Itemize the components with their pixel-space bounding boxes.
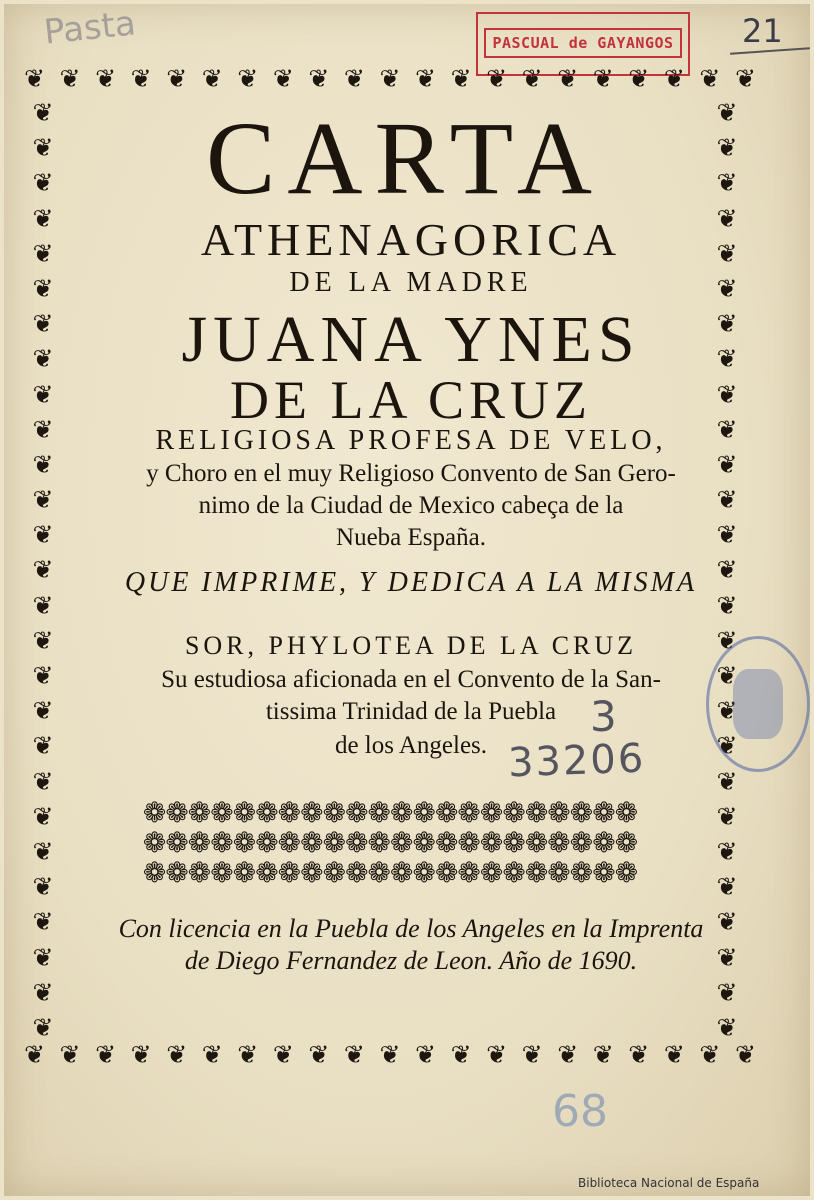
fleuron-icon: ❦: [699, 66, 721, 93]
fleuron-icon: ❦: [32, 625, 54, 655]
dedication-line-3: Su estudiosa aficionada en el Convento de la San-: [161, 666, 661, 693]
handwritten-number-3: 3: [590, 692, 617, 741]
fleuron-icon: ❦: [486, 66, 508, 93]
ornament-icon: ❁: [255, 798, 278, 828]
body-line-3: Nueba España.: [336, 524, 486, 551]
fleuron-icon: ❦: [32, 273, 54, 303]
fleuron-icon: ❦: [716, 872, 738, 902]
imprint-line-1: Con licencia en la Puebla de los Angeles en la Imprenta: [118, 914, 704, 943]
ornament-icon: ❁: [232, 828, 256, 858]
fleuron-icon: ❦: [32, 731, 54, 761]
fleuron-icon: ❦: [32, 696, 54, 726]
ornament-icon: ❁: [592, 858, 615, 888]
ornament-icon: ❁: [142, 798, 166, 828]
fleuron-icon: ❦: [663, 66, 685, 93]
fleuron-icon: ❦: [59, 1042, 81, 1069]
ornament-icon: ❁: [479, 828, 503, 858]
ornament-icon: ❁: [547, 828, 570, 858]
ornament-icon: ❁: [479, 858, 503, 888]
ornament-icon: ❁: [457, 828, 480, 858]
fleuron-icon: ❦: [716, 344, 738, 374]
ornament-icon: ❁: [502, 828, 525, 858]
fleuron-icon: ❦: [716, 766, 738, 796]
ornament-icon: ❁: [524, 828, 548, 858]
ornament-icon: ❁: [232, 858, 256, 888]
fleuron-icon: ❦: [716, 273, 738, 303]
ornament-band-1: [68, 798, 712, 828]
ornament-icon: ❁: [277, 858, 301, 888]
fleuron-icon: ❦: [716, 100, 738, 127]
ornament-icon: ❁: [412, 828, 435, 858]
ornament-icon: ❁: [277, 798, 301, 828]
ornament-icon: ❁: [187, 858, 211, 888]
ornament-icon: ❁: [300, 798, 323, 828]
fleuron-icon: ❦: [716, 942, 738, 972]
ornament-icon: ❁: [367, 828, 390, 858]
ornament-icon: ❁: [569, 858, 593, 888]
ornament-icon: ❁: [345, 858, 368, 888]
ornament-icon: ❁: [547, 858, 570, 888]
fleuron-icon: ❦: [450, 1042, 472, 1069]
ornament-icon: ❁: [412, 798, 435, 828]
fleuron-icon: ❦: [521, 1042, 543, 1069]
ornament-icon: ❁: [614, 858, 638, 888]
fleuron-icon: ❦: [379, 1042, 401, 1069]
border-bottom: [24, 1042, 756, 1084]
ornament-icon: ❁: [210, 858, 233, 888]
fleuron-icon: ❦: [343, 1042, 365, 1069]
fleuron-icon: ❦: [272, 66, 294, 93]
ornament-icon: ❁: [569, 798, 593, 828]
fleuron-icon: ❦: [415, 1042, 436, 1069]
fleuron-icon: ❦: [716, 238, 738, 268]
ornament-icon: ❁: [165, 798, 188, 828]
title-athenagorica: ATHENAGORICA: [200, 214, 622, 265]
library-seal-icon: [706, 636, 810, 772]
fleuron-icon: ❦: [32, 344, 54, 374]
fleuron-icon: ❦: [32, 309, 54, 339]
fleuron-icon: ❦: [716, 1012, 738, 1040]
fleuron-icon: ❦: [308, 66, 330, 93]
ornament-icon: ❁: [142, 858, 166, 888]
fleuron-icon: ❦: [32, 977, 54, 1007]
ornament-icon: ❁: [210, 798, 233, 828]
ornament-icon: ❁: [367, 858, 390, 888]
fleuron-icon: ❦: [716, 590, 738, 620]
body-line-2: nimo de la Ciudad de Mexico cabeça de la: [198, 492, 624, 519]
fleuron-icon: ❦: [24, 66, 45, 93]
fleuron-icon: ❦: [32, 379, 54, 409]
ornament-icon: ❁: [165, 858, 188, 888]
fleuron-icon: ❦: [32, 555, 54, 585]
fleuron-icon: ❦: [592, 1042, 614, 1069]
ornament-icon: ❁: [592, 798, 615, 828]
ornament-icon: ❁: [390, 858, 413, 888]
fleuron-icon: ❦: [166, 1042, 188, 1069]
ornament-icon: ❁: [255, 858, 278, 888]
library-stamp-text: PASCUAL de GAYANGOS: [484, 28, 682, 58]
ornament-icon: ❁: [232, 798, 256, 828]
title-religiosa: RELIGIOSA PROFESA DE VELO,: [155, 425, 667, 456]
fleuron-icon: ❦: [130, 66, 152, 93]
ornament-icon: ❁: [345, 798, 368, 828]
ornament-icon: ❁: [345, 828, 368, 858]
fleuron-icon: ❦: [32, 801, 54, 831]
title-de-la-madre: DE LA MADRE: [289, 267, 533, 298]
title-page: [4, 4, 810, 1196]
fleuron-icon: ❦: [32, 203, 54, 233]
ornament-icon: ❁: [390, 798, 413, 828]
fleuron-icon: ❦: [166, 66, 188, 93]
fleuron-icon: ❦: [450, 66, 472, 93]
ornament-icon: ❁: [187, 798, 211, 828]
ornament-icon: ❁: [479, 798, 503, 828]
ornament-icon: ❁: [457, 798, 480, 828]
handwritten-shelf-number: 33206: [507, 735, 647, 787]
fleuron-icon: ❦: [628, 1042, 650, 1069]
fleuron-icon: ❦: [32, 133, 54, 163]
dedication-heading: QUE IMPRIME, Y DEDICA A LA MISMA: [124, 567, 698, 598]
fleuron-icon: ❦: [716, 203, 738, 233]
handwritten-number-bottom: 68: [552, 1086, 608, 1137]
border-top: [24, 66, 756, 96]
fleuron-icon: ❦: [32, 590, 54, 620]
fleuron-icon: ❦: [32, 1012, 54, 1040]
ornament-icon: ❁: [255, 828, 278, 858]
fleuron-icon: ❦: [415, 66, 436, 93]
fleuron-icon: ❦: [716, 485, 738, 515]
ornament-icon: ❁: [300, 858, 323, 888]
ornament-icon: ❁: [390, 828, 413, 858]
ornament-icon: ❁: [300, 828, 323, 858]
fleuron-icon: ❦: [716, 801, 738, 831]
fleuron-icon: ❦: [343, 66, 365, 93]
ornament-icon: ❁: [322, 798, 346, 828]
title-de-la-cruz: DE LA CRUZ: [229, 370, 592, 430]
ornament-icon: ❁: [524, 798, 548, 828]
fleuron-icon: ❦: [32, 872, 54, 902]
ornament-icon: ❁: [547, 798, 570, 828]
fleuron-icon: ❦: [716, 379, 738, 409]
fleuron-icon: ❦: [592, 66, 614, 93]
ornament-icon: ❁: [322, 828, 346, 858]
fleuron-icon: ❦: [201, 1042, 223, 1069]
ornament-icon: ❁: [210, 828, 233, 858]
fleuron-icon: ❦: [716, 309, 738, 339]
ornament-icon: ❁: [434, 828, 458, 858]
fleuron-icon: ❦: [716, 625, 738, 655]
fleuron-icon: ❦: [32, 766, 54, 796]
fleuron-icon: ❦: [716, 449, 738, 479]
fleuron-icon: ❦: [32, 836, 54, 866]
fleuron-icon: ❦: [716, 555, 738, 585]
fleuron-icon: ❦: [699, 1042, 721, 1069]
ornament-icon: ❁: [187, 828, 211, 858]
fleuron-icon: ❦: [716, 907, 738, 937]
ornament-icon: ❁: [457, 858, 480, 888]
fleuron-icon: ❦: [272, 1042, 294, 1069]
ornament-icon: ❁: [142, 828, 166, 858]
fleuron-icon: ❦: [32, 238, 54, 268]
fleuron-icon: ❦: [237, 1042, 259, 1069]
fleuron-icon: ❦: [379, 66, 401, 93]
ornament-band-2: [68, 828, 712, 858]
fleuron-icon: ❦: [716, 836, 738, 866]
title-carta: CARTA: [206, 101, 604, 216]
dedication-line-4: tissima Trinidad de la Puebla: [265, 698, 557, 725]
ornament-icon: ❁: [502, 858, 525, 888]
fleuron-icon: ❦: [716, 977, 738, 1007]
ornament-icon: ❁: [569, 828, 593, 858]
fleuron-icon: ❦: [32, 414, 54, 444]
imprint-line-2: de Diego Fernandez de Leon. Año de 1690.: [184, 946, 638, 975]
fleuron-icon: ❦: [32, 485, 54, 515]
fleuron-icon: ❦: [32, 168, 54, 198]
fleuron-icon: ❦: [95, 66, 117, 93]
fleuron-icon: ❦: [59, 66, 81, 93]
fleuron-icon: ❦: [201, 66, 223, 93]
fleuron-icon: ❦: [32, 942, 54, 972]
ornament-icon: ❁: [614, 828, 638, 858]
dedication-line-5: de los Angeles.: [334, 732, 488, 759]
fleuron-icon: ❦: [32, 661, 54, 690]
handwritten-note-top-left: Pasta: [42, 3, 138, 53]
footer-credit: Biblioteca Nacional de España: [578, 1176, 760, 1190]
ornament-icon: ❁: [277, 828, 301, 858]
fleuron-icon: ❦: [628, 66, 650, 93]
handwritten-number-top-right: 21: [742, 12, 783, 50]
dedication-author: SOR, PHYLOTEA DE LA CRUZ: [184, 631, 638, 660]
fleuron-icon: ❦: [716, 661, 738, 690]
fleuron-icon: ❦: [716, 731, 738, 761]
ornament-icon: ❁: [322, 858, 346, 888]
ornament-icon: ❁: [524, 858, 548, 888]
fleuron-icon: ❦: [557, 66, 579, 93]
title-juana-ynes: JUANA YNES: [181, 303, 641, 376]
fleuron-icon: ❦: [486, 1042, 508, 1069]
fleuron-icon: ❦: [663, 1042, 685, 1069]
fleuron-icon: ❦: [308, 1042, 330, 1069]
ornament-icon: ❁: [434, 798, 458, 828]
ornament-icon: ❁: [412, 858, 435, 888]
fleuron-icon: ❦: [716, 133, 738, 163]
fleuron-icon: ❦: [32, 907, 54, 937]
ornament-icon: ❁: [502, 798, 525, 828]
fleuron-icon: ❦: [521, 66, 543, 93]
ornament-icon: ❁: [614, 798, 638, 828]
fleuron-icon: ❦: [716, 168, 738, 198]
fleuron-icon: ❦: [557, 1042, 579, 1069]
fleuron-icon: ❦: [734, 66, 756, 93]
fleuron-icon: ❦: [130, 1042, 152, 1069]
fleuron-icon: ❦: [716, 414, 738, 444]
fleuron-icon: ❦: [95, 1042, 117, 1069]
fleuron-icon: ❦: [237, 66, 259, 93]
fleuron-icon: ❦: [734, 1042, 756, 1069]
ornament-icon: ❁: [165, 828, 188, 858]
fleuron-icon: ❦: [32, 520, 54, 550]
ornament-band-3: [68, 858, 712, 888]
ornament-icon: ❁: [592, 828, 615, 858]
fleuron-icon: ❦: [32, 449, 54, 479]
fleuron-icon: ❦: [716, 696, 738, 726]
ornament-icon: ❁: [434, 858, 458, 888]
fleuron-icon: ❦: [716, 520, 738, 550]
fleuron-icon: ❦: [32, 100, 54, 127]
fleuron-icon: ❦: [24, 1042, 45, 1069]
body-line-1: y Choro en el muy Religioso Convento de San Gero-: [146, 460, 676, 487]
ornament-icon: ❁: [367, 798, 390, 828]
